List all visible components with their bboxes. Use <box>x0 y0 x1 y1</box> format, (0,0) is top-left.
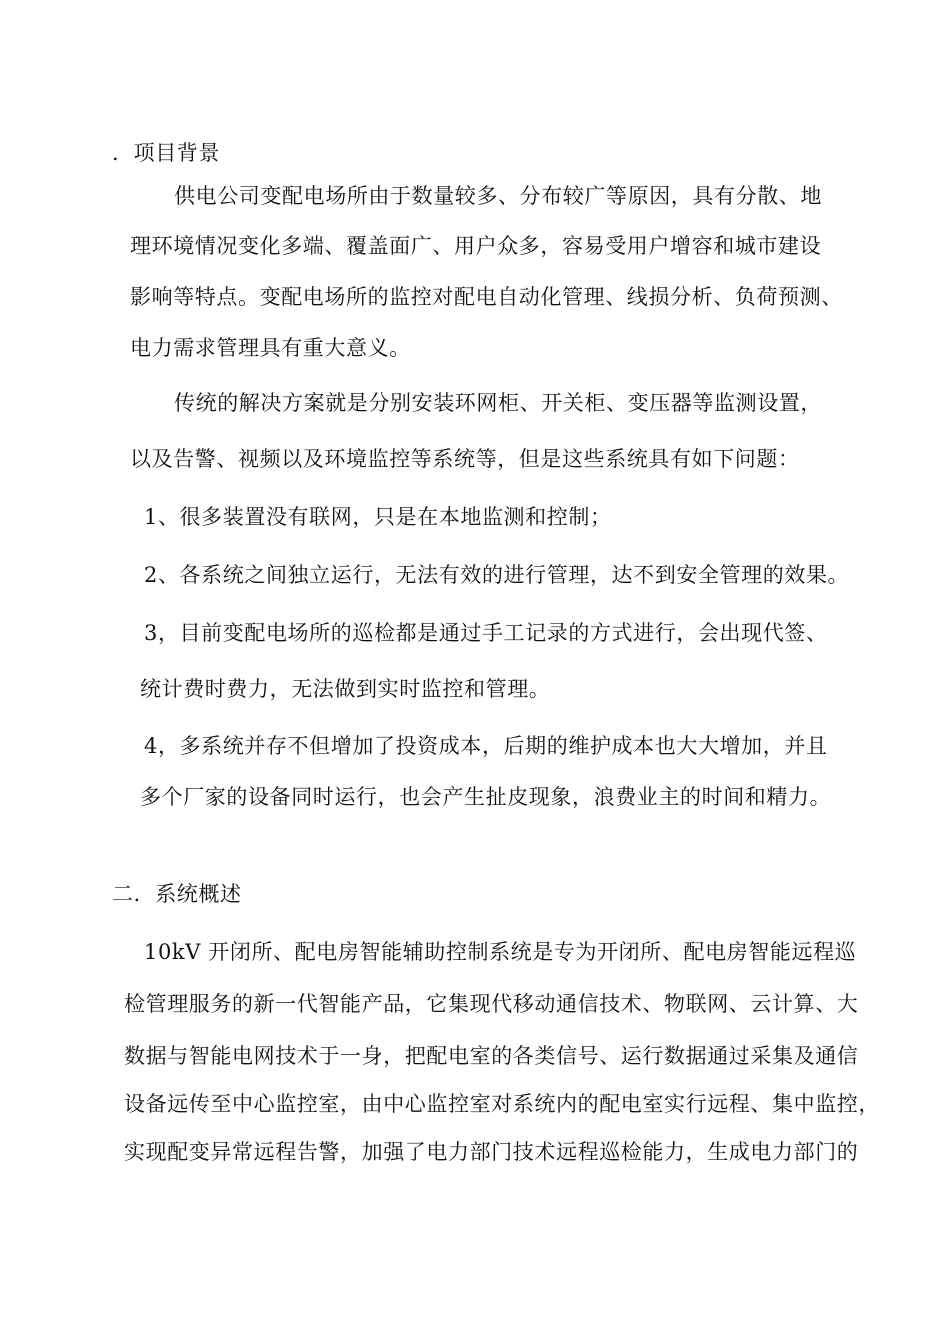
section2-p1-line4: 设备远传至中心监控室，由中心监控室对系统内的配电室实行远程、集中监控， <box>124 1092 880 1116</box>
section1-item3-line2: 统计费时费力，无法做到实时监控和管理。 <box>140 677 551 701</box>
section1-item3-line1: 3，目前变配电场所的巡检都是通过手工记录的方式进行，会出现代签、 <box>144 621 828 645</box>
section2-p1-line5: 实现配变异常远程告警，加强了电力部门技术远程巡检能力，生成电力部门的 <box>124 1140 859 1164</box>
section1-p2-line1: 传统的解决方案就是分别安装环网柜、开关柜、变压器等监测设置， <box>174 391 822 415</box>
section1-item1: 1、很多装置没有联网，只是在本地监测和控制； <box>144 505 612 529</box>
section1-p1-line1: 供电公司变配电场所由于数量较多、分布较广等原因，具有分散、地 <box>174 184 822 208</box>
section1-item2: 2、各系统之间独立运行，无法有效的进行管理，达不到安全管理的效果。 <box>144 563 850 587</box>
section1-p1-line2: 理环境情况变化多端、覆盖面广、用户众多，容易受用户增容和城市建设 <box>130 234 822 258</box>
section1-p2-line2: 以及告警、视频以及环境监控等系统等，但是这些系统具有如下问题： <box>130 447 800 471</box>
section1-p1-line3: 影响等特点。变配电场所的监控对配电自动化管理、线损分析、负荷预测、 <box>130 285 843 309</box>
section2-heading: 二．系统概述 <box>112 882 242 906</box>
section1-heading: ．项目背景 <box>112 141 220 165</box>
section1-p1-line4: 电力需求管理具有重大意义。 <box>130 336 411 360</box>
section2-p1-line3: 数据与智能电网技术于一身，把配电室的各类信号、运行数据通过采集及通信 <box>124 1044 859 1068</box>
section2-p1-line2: 检管理服务的新一代智能产品，它集现代移动通信技术、物联网、云计算、大 <box>124 992 859 1016</box>
section2-p1-line1: 10kV 开闭所、配电房智能辅助控制系统是专为开闭所、配电房智能远程巡 <box>144 940 857 964</box>
section1-item4-line2: 多个厂家的设备同时运行，也会产生扯皮现象，浪费业主的时间和精力。 <box>140 785 832 809</box>
section1-item4-line1: 4，多系统并存不但增加了投资成本，后期的维护成本也大大增加，并且 <box>144 734 828 758</box>
